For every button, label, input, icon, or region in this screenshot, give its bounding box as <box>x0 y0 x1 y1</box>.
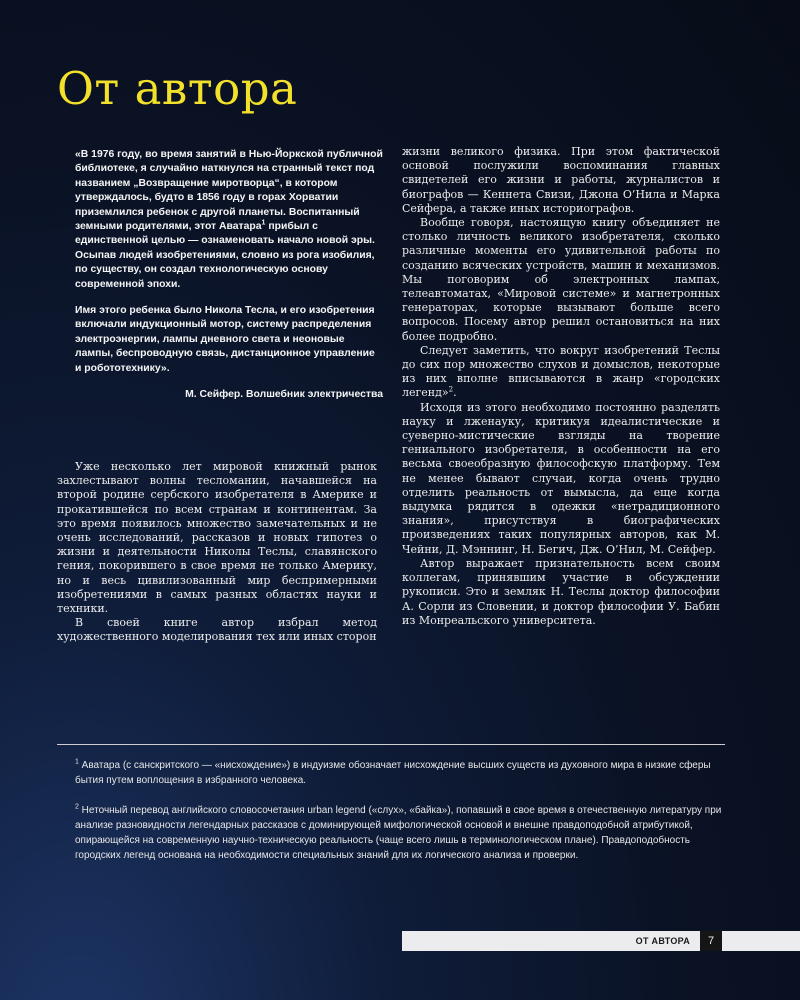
page-number: 7 <box>700 931 722 951</box>
epigraph-source: М. Сейфер. Волшебник электричества <box>185 389 383 401</box>
footnote-divider <box>57 744 725 745</box>
footnote-text: Неточный перевод английского словосочетания urban legend («слух», «байка»), попавший в свое время в отечественную литературу при анализе разновидности легендарных рассказов с доминирующей мифологической основой и внешне правдоподобной атрибутикой, опирающейся на современную научно-техническую реальность (чаще всего лишь в терминологическом плане). Правдоподобность городских легенд основана на необходимости специальных знаний для их логического анализа и проверки. <box>75 805 722 861</box>
epigraph-text: прибыл с единственной целью — ознаменовать начало новой эры. Осыпав людей изобретениями, словно из рога изобилия, по существу, он создал технологическую основу современной эпохи. <box>75 221 375 290</box>
epigraph-text: «В 1976 году, во время занятий в Нью-Йоркской публичной библиотеке, я случайно наткнулся на странный текст под названием „Возвращение миротворца“, в котором утверждалось, будто в 1856 году в горах Хорватии приземлился ребенок с другой планеты. Воспитанный земными родителями, этот Аватара <box>75 149 383 233</box>
running-footer <box>402 931 700 951</box>
right-column <box>402 145 720 628</box>
body-paragraph: В своей книге автор избрал метод художественного моделирования тех или иных сторон <box>57 616 377 644</box>
footnotes <box>75 758 730 878</box>
footer-strip-end <box>722 931 800 951</box>
footnote-mark: 1 <box>75 758 79 766</box>
footnote-text: Аватара (с санскритского — «нисхождение») в индуизме обозначает нисхождение высших существ из духовного мира в низкие сферы бытия путем воплощения в избранного человека. <box>75 760 711 786</box>
footnote-ref[interactable]: 2 <box>448 385 454 394</box>
epigraph-paragraph: Имя этого ребенка было Никола Тесла, и его изобретения включали индукционный мотор, систему распределения электроэнергии, лампы дневного света и неоновые лампы, беспроводную связь, дистанционное управление и робототехнику». <box>75 305 375 374</box>
body-paragraph: Уже несколько лет мировой книжный рынок захлестывают волны тесломании, начавшейся на второй родине сербского изобретателя в Америке и прокатившейся по всем странам и континентам. За это время появилось множество замечательных и не очень исследований, рассказов и новых гипотез о жизни и деятельности Николы Теслы, славянского гения, покорившего в свое время не только Америку, но и весь цивилизованный мир беспримерными изобретениями в самых разных областях науки и техники. <box>57 460 377 616</box>
left-column <box>57 460 377 645</box>
epigraph-paragraph <box>75 148 383 292</box>
epigraph <box>75 148 383 403</box>
page-title: От автора <box>57 62 298 115</box>
footnote <box>75 803 730 863</box>
footnote-ref[interactable]: 1 <box>261 219 266 227</box>
body-paragraph <box>402 344 720 401</box>
body-paragraph: Вообще говоря, настоящую книгу объединяет не столько личность великого изобретателя, сколько различные моменты его удивительной работы по созданию всяческих устройств, машин и механизмов. Мы поговорим об электронных лампах, телеавтоматах, «Мировой системе» и магнетронных генераторах, которые вызывают больше всего вопросов. Посему автор решил остановиться на них более подробно. <box>402 216 720 343</box>
section-label: ОТ АВТОРА <box>635 936 690 946</box>
footnote-mark: 2 <box>75 803 79 811</box>
body-paragraph: жизни великого физика. При этом фактической основой послужили воспоминания главных свидетелей его жизни и работы, журналистов и биографов — Кеннета Свизи, Джона О’Нила и Марка Сейфера, а также иных историографов. <box>402 145 720 215</box>
footnote <box>75 758 730 788</box>
body-paragraph: Автор выражает признательность всем своим коллегам, принявшим участие в обсуждении рукописи. Это и земляк Н. Теслы доктор философии А. Сорли из Словении, и доктор философии У. Бабин из Монреальского университета. <box>402 556 720 627</box>
paragraph-text: . <box>453 386 457 400</box>
body-paragraph: Исходя из этого необходимо постоянно разделять науку и лженауку, критикуя идеалистические и суеверно-мистические взгляды на творение гениального изобретателя, в особенности на его весьма своеобразную философскую платформу. Тем не менее бывают случаи, когда очень трудно отделить реальность от вымысла, да еще когда выдумка рядится в одежки «нетрадиционного знания», присутствуя в биографических произведениях таких популярных авторов, как М. Чейни, Д. Мэннинг, Н. Бегич, Дж. О’Нил, М. Сейфер. <box>402 400 720 556</box>
paragraph-text: Следует заметить, что вокруг изобретений Теслы до сих пор множество слухов и домыслов, некоторые из них вполне вписываются в жанр «городских легенд» <box>402 343 720 400</box>
